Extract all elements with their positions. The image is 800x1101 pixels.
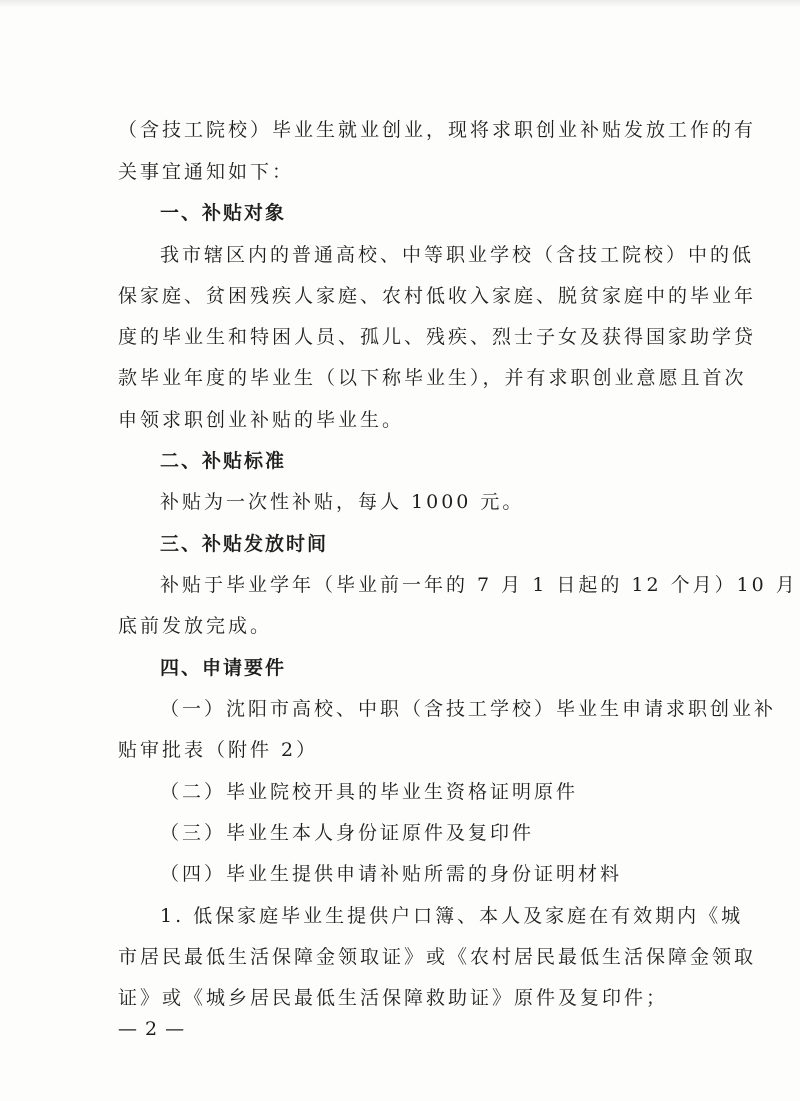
body-line: 保家庭、贫困残疾人家庭、农村低收入家庭、脱贫家庭中的毕业年	[118, 285, 757, 307]
body-line: （三）毕业生本人身份证原件及复印件	[160, 822, 535, 844]
body-line: 申领求职创业补贴的毕业生。	[118, 409, 405, 431]
section-heading: 一、补贴对象	[160, 202, 287, 224]
body-line: 1. 低保家庭毕业生提供户口簿、本人及家庭在有效期内《城	[160, 905, 744, 927]
page-number: — 2 —	[118, 1018, 186, 1040]
body-line: （四）毕业生提供申请补贴所需的身份证明材料	[160, 863, 623, 885]
scan-edge	[0, 0, 800, 8]
body-line: 度的毕业生和特困人员、孤儿、残疾、烈士子女及获得国家助学贷	[118, 326, 757, 348]
body-line: 补贴为一次性补贴，每人 1000 元。	[160, 491, 525, 513]
body-line: 我市辖区内的普通高校、中等职业学校（含技工院校）中的低	[160, 244, 755, 266]
body-line: 市居民最低生活保障金领取证》或《农村居民最低生活保障金领取	[118, 946, 757, 968]
body-line: （含技工院校）毕业生就业创业，现将求职创业补贴发放工作的有	[118, 119, 757, 141]
section-heading: 四、申请要件	[160, 657, 287, 679]
section-heading: 三、补贴发放时间	[160, 533, 329, 555]
body-line: 底前发放完成。	[118, 615, 273, 637]
body-line: 证》或《城乡居民最低生活保障救助证》原件及复印件；	[118, 987, 669, 1009]
body-line: 款毕业年度的毕业生（以下称毕业生），并有求职创业意愿且首次	[118, 367, 747, 389]
body-line: （二）毕业院校开具的毕业生资格证明原件	[160, 781, 579, 803]
body-line: 贴审批表（附件 2）	[118, 739, 319, 761]
body-line: （一）沈阳市高校、中职（含技工学校）毕业生申请求职创业补	[160, 698, 777, 720]
body-line: 关事宜通知如下：	[118, 161, 295, 183]
section-heading: 二、补贴标准	[160, 450, 287, 472]
body-line: 补贴于毕业学年（毕业前一年的 7 月 1 日起的 12 个月）10 月	[160, 574, 798, 596]
